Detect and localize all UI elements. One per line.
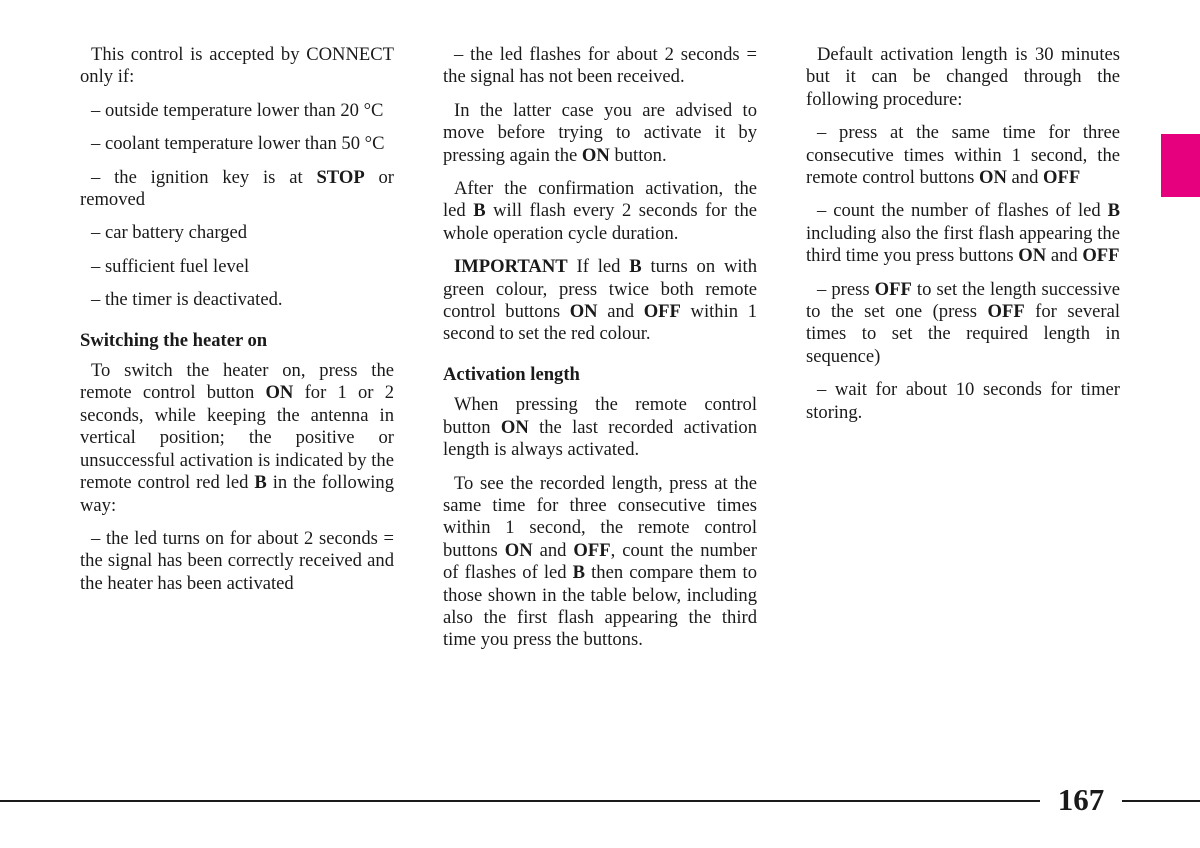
when-pressing-paragraph: When pressing the remote control button ON the last recorded activation length is always activated. [443,394,757,461]
footer-rule-left [0,800,1040,802]
page-number: 167 [1057,782,1105,817]
text-column-1 [80,44,394,606]
switch-on-paragraph: To switch the heater on, press the remote control button ON for 1 or 2 seconds, while keeping the antenna in vertical position; the positive or unsuccessful activation is indicated by the remote control red led B in the following way: [80,360,395,516]
intro-paragraph: This control is accepted by CONNECT only if: [80,44,394,88]
section-heading-switching: Switching the heater on [80,329,268,351]
condition-outside-temp: – outside temperature lower than 20 °C [91,99,384,121]
procedure-step-3: – press OFF to set the length successive to the set one (press OFF for several times to set the required length in sequence) [806,278,1120,367]
section-thumb-tab [1161,134,1200,197]
condition-battery: – car battery charged [91,222,248,244]
condition-timer: – the timer is deactivated. [91,289,283,311]
procedure-step-1: – press at the same time for three consecutive times within 1 second, the remote control buttons ON and OFF [806,122,1120,189]
default-length-paragraph: Default activation length is 30 minutes but it can be changed through the following procedure: [806,44,1120,110]
confirmation-paragraph: After the confirmation activation, the led B will flash every 2 seconds for the whole operation cycle duration. [443,178,757,244]
footer-rule-right [1122,800,1200,802]
condition-coolant-temp: – coolant temperature lower than 50 °C [91,133,385,155]
condition-ignition-key: – the ignition key is at STOP or removed [80,166,394,211]
procedure-step-4: – wait for about 10 seconds for timer storing. [806,379,1120,423]
condition-fuel: – sufficient fuel level [91,255,250,277]
led-flash-paragraph: – the led flashes for about 2 seconds = the signal has not been received. [443,44,757,88]
procedure-step-2: – count the number of flashes of led B including also the first flash appearing the third time you press buttons ON and OFF [806,200,1120,267]
text-column-3 [806,44,1120,435]
led-on-paragraph: – the led turns on for about 2 seconds = the signal has been correctly received and the heater has been activated [80,527,394,594]
text-column-2 [443,44,757,663]
section-heading-activation-length: Activation length [443,363,580,385]
important-paragraph: IMPORTANT If led B turns on with green colour, press twice both remote control buttons ON and OFF within 1 second to set the red colour. [443,256,757,345]
see-recorded-paragraph: To see the recorded length, press at the same time for three consecutive times within 1 second, the remote control buttons ON and OFF, count the number of flashes of led B then compare them to those shown in the table below, including also the first flash appearing the third time you press the buttons. [443,472,757,651]
latter-case-paragraph: In the latter case you are advised to move before trying to activate it by pressing again the ON button. [443,99,757,166]
